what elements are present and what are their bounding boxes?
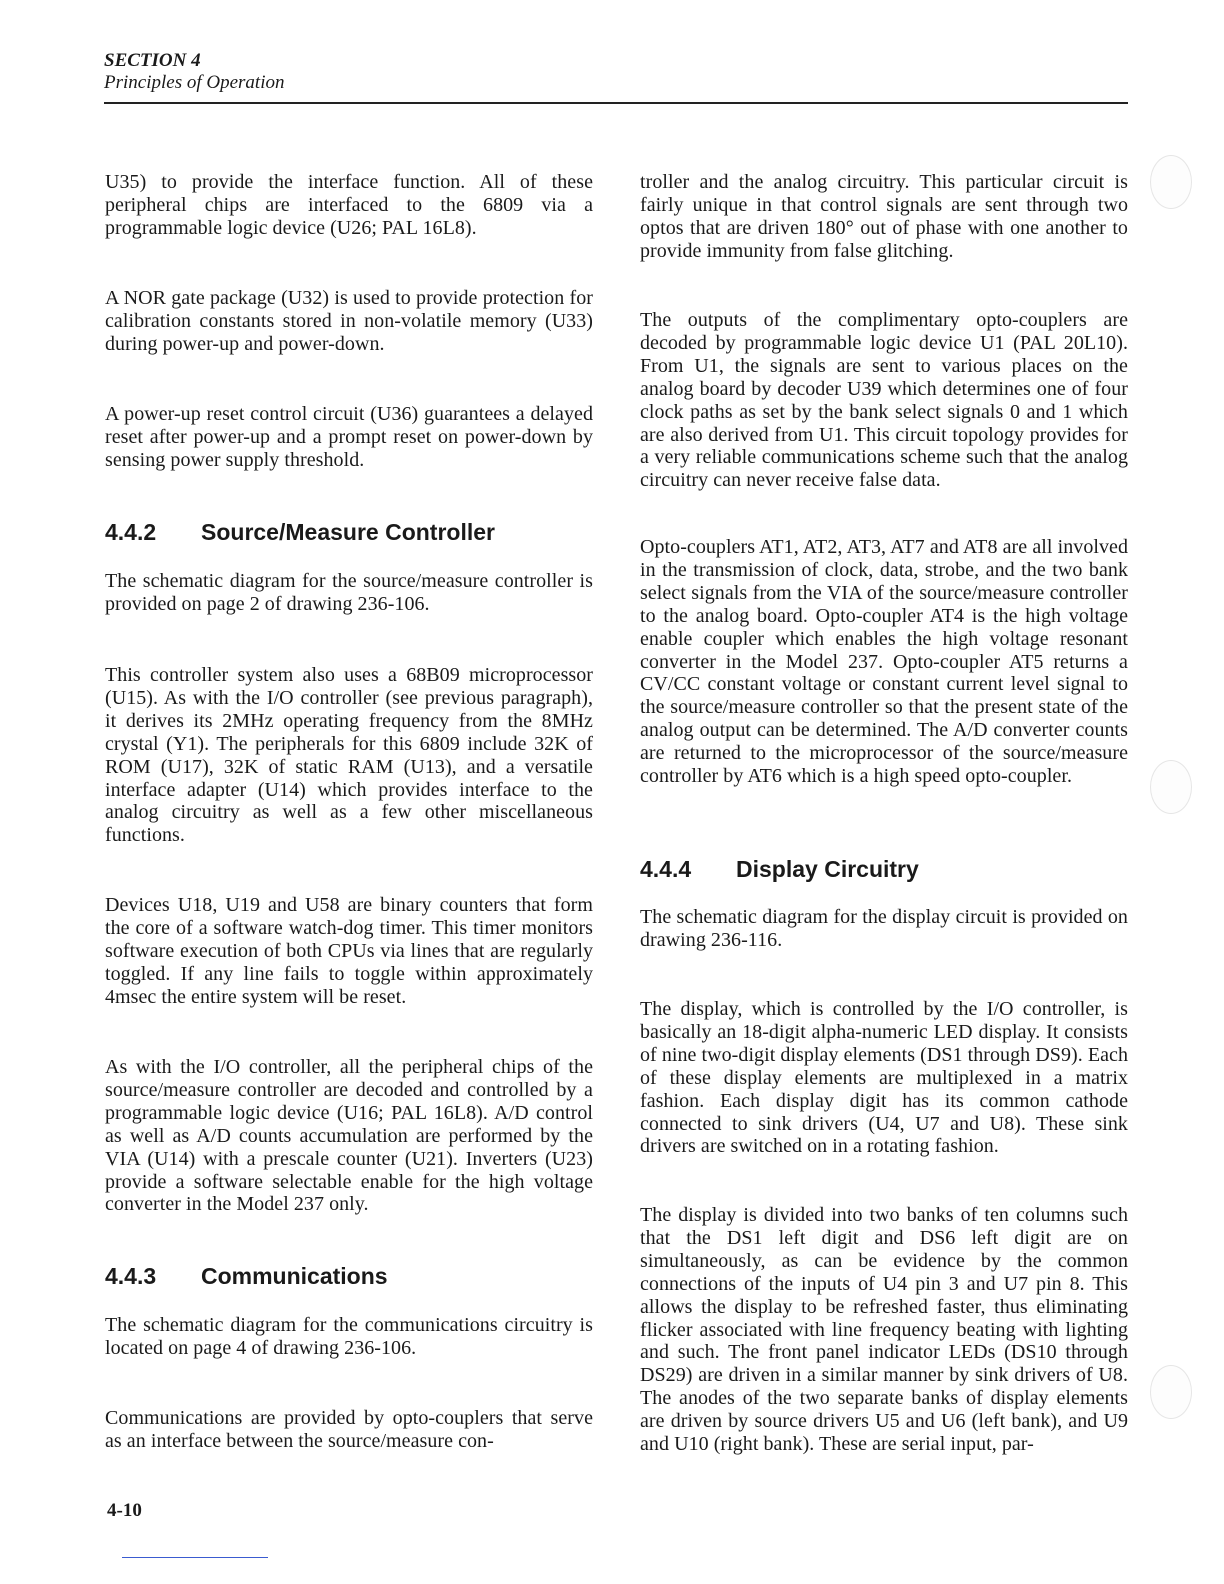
heading-title: Display Circuitry — [736, 856, 919, 882]
binder-hole-icon — [1150, 1365, 1192, 1419]
heading-title: Communications — [201, 1263, 388, 1289]
heading-4-4-4 — [640, 855, 919, 883]
heading-number: 4.4.4 — [640, 856, 692, 882]
page-number: 4-10 — [107, 1500, 142, 1521]
heading-title: Source/Measure Controller — [201, 519, 495, 545]
binder-hole-icon — [1150, 155, 1192, 209]
paragraph: A NOR gate package (U32) is used to provide protection for calibration constants stored in non-volatile memory (U33) during power-up and power-down. — [105, 287, 593, 355]
paragraph: Devices U18, U19 and U58 are binary counters that form the core of a software watch-dog timer. This timer monitors software execution of both CPUs via lines that are regularly toggled. If any line fails to toggle within approximately 4msec the entire system will be reset. — [105, 894, 593, 1008]
paragraph: The schematic diagram for the display circuit is provided on drawing 236-116. — [640, 906, 1128, 951]
section-label: SECTION 4 — [104, 50, 201, 71]
paragraph: This controller system also uses a 68B09 microprocessor (U15). As with the I/O controller (see previous paragraph), it derives its 2MHz operating frequency from the 8MHz crystal (Y1). The peripherals for this 6809 include 32K of ROM (U17), 32K of static RAM (U13), and a versatile interface adapter (U14) which provides interface to the analog circuitry as well as a few other miscellaneous functions. — [105, 664, 593, 847]
paragraph: troller and the analog circuitry. This particular circuit is fairly unique in that control signals are sent through two optos that are driven 180° out of phase with one another to provide immunity from false glitching. — [640, 171, 1128, 262]
heading-4-4-3 — [105, 1262, 388, 1290]
heading-number: 4.4.2 — [105, 519, 157, 545]
running-header — [104, 50, 1128, 94]
paragraph: A power-up reset control circuit (U36) guarantees a delayed reset after power-up and a prompt reset on power-down by sensing power supply threshold. — [105, 403, 593, 471]
paragraph: The display, which is controlled by the I/O controller, is basically an 18-digit alpha-numeric LED display. It consists of nine two-digit display elements (DS1 through DS9). Each of these display elements are multiplexed in a matrix fashion. Each display digit has its common cathode connected to sink drivers (U4, U7 and U8). These sink drivers are switched on in a rotating fashion. — [640, 998, 1128, 1158]
heading-number: 4.4.3 — [105, 1263, 157, 1289]
paragraph: Communications are provided by opto-couplers that serve as an interface between the source/measure con- — [105, 1407, 593, 1452]
paragraph: The schematic diagram for the source/measure controller is provided on page 2 of drawing 236-106. — [105, 570, 593, 615]
paragraph: As with the I/O controller, all the peripheral chips of the source/measure controller are decoded and controlled by a programmable logic device (U16; PAL 16L8). A/D control as well as A/D counts accumulation are performed by the VIA (U14) with a prescale counter (U21). Inverters (U23) provide a software selectable enable for the high voltage converter in the Model 237 only. — [105, 1056, 593, 1216]
paragraph: The schematic diagram for the communications circuitry is located on page 4 of drawing 236-106. — [105, 1314, 593, 1359]
paragraph: The outputs of the complimentary opto-couplers are decoded by programmable logic device U1 (PAL 20L10). From U1, the signals are sent to various places on the analog board by decoder U39 which determines one of four clock paths as set by the bank select signals 0 and 1 which are also derived from U1. This circuit topology provides for a very reliable communications scheme such that the analog circuitry can never receive false data. — [640, 309, 1128, 492]
binder-hole-icon — [1150, 760, 1192, 814]
section-subtitle: Principles of Operation — [104, 72, 285, 93]
paragraph: Opto-couplers AT1, AT2, AT3, AT7 and AT8 are all involved in the transmission of clock, data, strobe, and the two bank select signals from the VIA of the source/measure controller to the analog board. Opto-coupler AT4 is the high voltage enable coupler which enables the high voltage resonant converter in the Model 237. Opto-coupler AT5 returns a CV/CC constant voltage or constant current level signal to the source/measure controller so that the present state of the analog output can be determined. The A/D converter counts are returned to the microprocessor of the source/measure controller by AT6 which is a high speed opto-coupler. — [640, 536, 1128, 788]
header-rule — [104, 102, 1128, 104]
paragraph: The display is divided into two banks of ten columns such that the DS1 left digit and DS6 left digit are on simultaneously, as can be evidence by the common connections of the inputs of U4 pin 3 and U7 pin 8. This allows the display to be refreshed faster, thus eliminating flicker associated with line frequency beating with lighting and such. The front panel indicator LEDs (DS10 through DS29) are driven in a similar manner by sink drivers of U8. The anodes of the two separate banks of display elements are driven by source drivers U5 and U6 (left bank), and U9 and U10 (right bank). These are serial input, par- — [640, 1204, 1128, 1456]
paragraph: U35) to provide the interface function. All of these peripheral chips are interfaced to the 6809 via a programmable logic device (U26; PAL 16L8). — [105, 171, 593, 239]
scan-artifact-line — [122, 1557, 268, 1558]
heading-4-4-2 — [105, 518, 495, 546]
